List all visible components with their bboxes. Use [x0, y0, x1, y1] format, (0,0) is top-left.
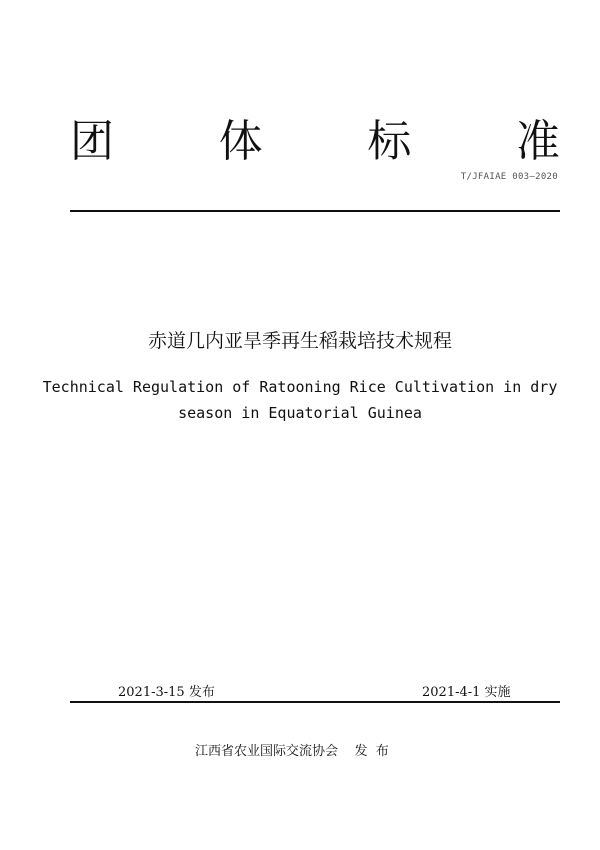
top-divider: [70, 210, 560, 212]
heading-char: 团: [70, 116, 114, 167]
standard-type-heading: [70, 112, 560, 172]
effective-date: 2021-4-1 实施: [422, 685, 511, 700]
heading-char: 标: [367, 116, 412, 167]
bottom-divider: [70, 701, 560, 703]
issue-date: 2021-3-15 发布: [118, 685, 215, 700]
publisher-line: 江西省农业国际交流协会 发 布: [195, 744, 389, 759]
english-title: Technical Regulation of Ratooning Rice Cultivation in dry season in Equatorial Guinea: [42, 378, 558, 422]
chinese-title: 赤道几内亚旱季再生稻栽培技术规程: [147, 330, 452, 352]
heading-char: 体: [218, 116, 263, 167]
heading-char: 准: [515, 116, 560, 167]
standard-number: T/JFAIAE 003—2020: [460, 172, 558, 182]
